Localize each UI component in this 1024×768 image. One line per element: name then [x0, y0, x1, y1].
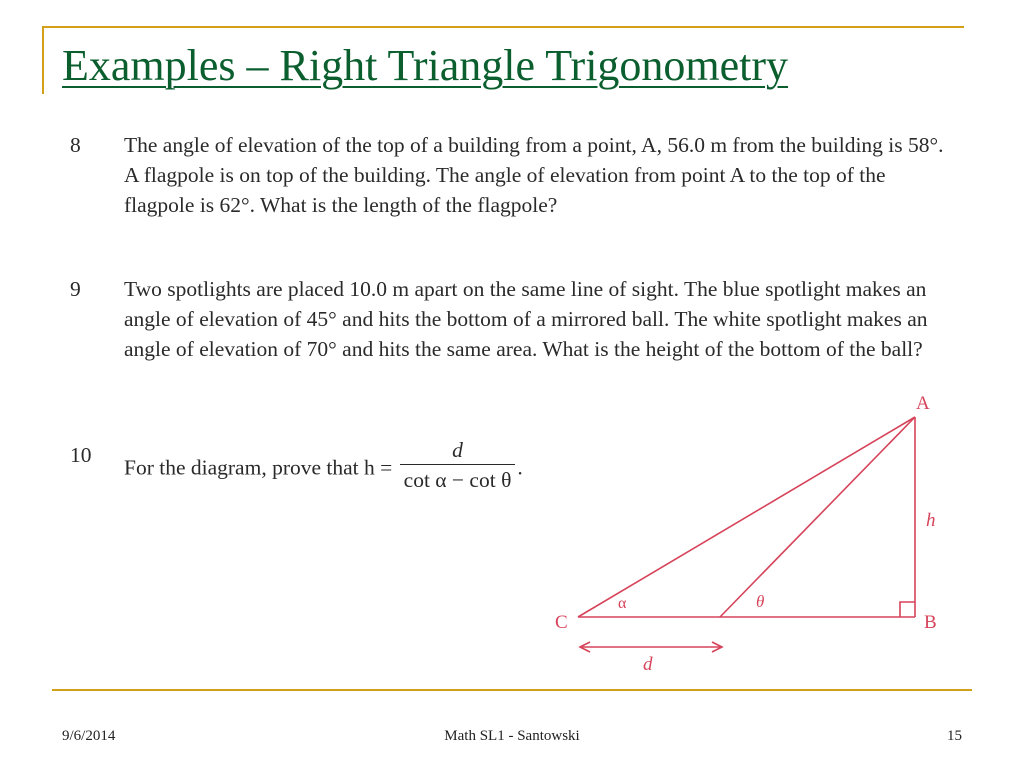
- label-alpha: α: [618, 595, 627, 612]
- triangle-diagram: [540, 385, 970, 685]
- frame-left-line: [42, 26, 44, 94]
- footer-page-number: 15: [947, 728, 962, 744]
- formula-fraction: [400, 436, 516, 495]
- problem-number: 9: [70, 277, 81, 301]
- frame-top-line: [42, 26, 964, 28]
- segment-to-A: [720, 417, 915, 617]
- fraction-numerator: d: [452, 438, 463, 462]
- hypotenuse-CA: [578, 417, 915, 617]
- footer-divider: [52, 689, 972, 691]
- footer-course: Math SL1 - Santowski: [444, 728, 580, 744]
- fraction-denominator: cot α − cot θ: [400, 464, 516, 495]
- label-C: C: [555, 612, 568, 633]
- slide-title: Examples – Right Triangle Trigonometry: [62, 41, 789, 90]
- problem-text-after: .: [517, 455, 523, 480]
- label-A: A: [916, 393, 930, 414]
- triangle-lines: [578, 417, 915, 652]
- problem-number: 8: [70, 133, 81, 157]
- diagram-labels: [555, 393, 937, 675]
- problem-text: The angle of elevation of the top of a building from a point, A, 56.0 m from the building is 58°. A flagpole is on top of the building. The angle of elevation from point A to the top of the flagpole is 62°. What is the length of the flagpole?: [124, 133, 944, 217]
- problem-text-before: For the diagram, prove that h =: [124, 455, 393, 480]
- label-theta: θ: [756, 592, 765, 611]
- footer-date: 9/6/2014: [62, 728, 116, 744]
- label-h: h: [926, 510, 936, 531]
- label-d: d: [643, 654, 653, 675]
- right-angle-mark: [900, 602, 915, 617]
- label-B: B: [924, 612, 937, 633]
- problem-number: 10: [70, 443, 92, 467]
- problem-text: Two spotlights are placed 10.0 m apart on the same line of sight. The blue spotlight makes an angle of elevation of 45° and hits the bottom of a mirrored ball. The white spotlight makes an angle of elevation of 70° and hits the same area. What is the height of the bottom of the ball?: [124, 277, 928, 361]
